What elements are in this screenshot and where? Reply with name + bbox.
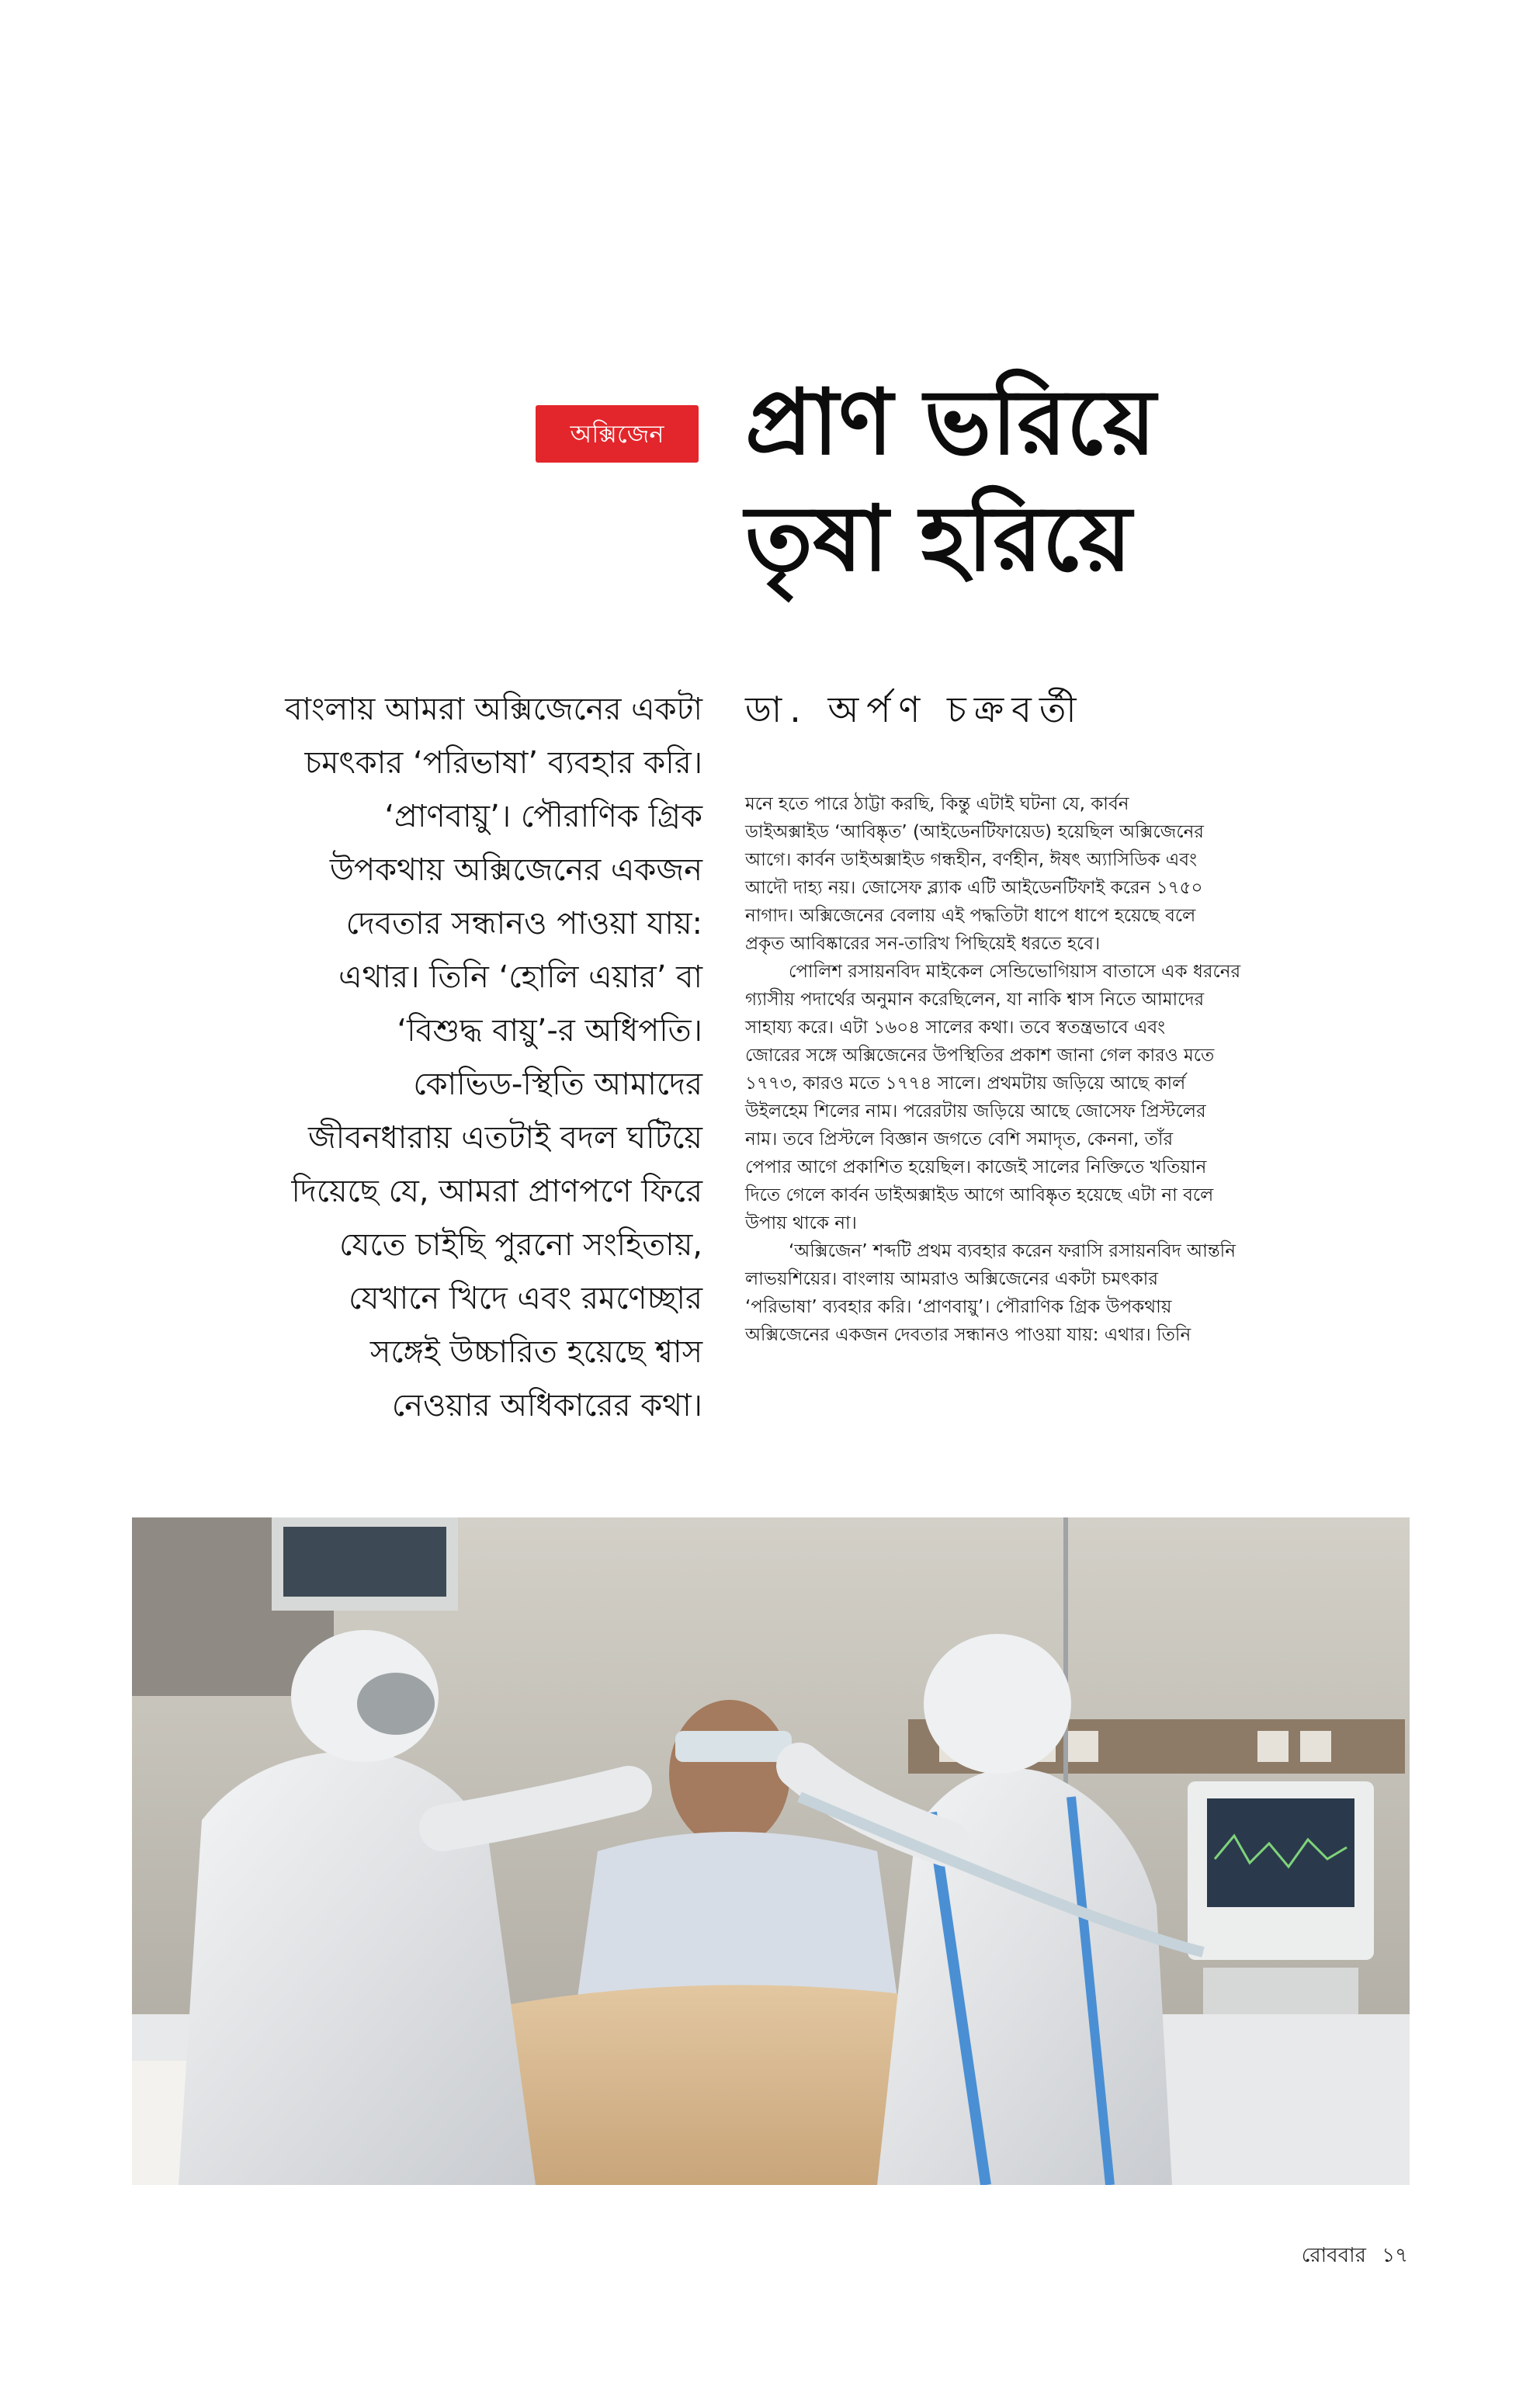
headline — [745, 365, 1444, 598]
body-line: প্রকৃত আবিষ্কারের সন-তারিখ পিছিয়েই ধরতে হবে। — [745, 934, 1101, 954]
body-line: নাম। তবে প্রিস্টলে বিজ্ঞান জগতে বেশি সমাদৃত, কেননা, তাঁর — [745, 1129, 1174, 1150]
pull-quote-line: যেতে চাইছি পুরনো সংহিতায়, — [339, 1227, 702, 1263]
body-line: লাভয়শিয়ের। বাংলায় আমরাও অক্সিজেনের একটা চমৎকার — [745, 1269, 1158, 1289]
headline-line-1: প্রাণ ভরিয়ে — [745, 370, 1157, 475]
section-tag: অক্সিজেন — [536, 405, 699, 463]
body-line: আদৌ দাহ্য নয়। জোসেফ ব্ল্যাক এটি আইডেনটিফাই করেন ১৭৫০ — [745, 878, 1203, 898]
article-body — [745, 790, 1444, 1349]
face-shield-left — [357, 1673, 435, 1735]
body-line: পোলিশ রসায়নবিদ মাইকেল সেন্ডিভোগিয়াস বাতাসে এক ধরনের — [789, 962, 1241, 982]
headline-line-2: তৃষা হরিয়ে — [745, 487, 1132, 591]
body-line: ‘পরিভাষা’ ব্যবহার করি। ‘প্রাণবায়ু’। পৌরাণিক গ্রিক উপকথায় — [745, 1297, 1172, 1317]
body-line: মনে হতে পারে ঠাট্টা করছি, কিন্তু এটাই ঘটনা যে, কার্বন — [745, 794, 1129, 814]
pull-quote-line: উপকথায় অক্সিজেনের একজন — [329, 852, 702, 888]
icu-photo — [132, 1517, 1410, 2185]
body-line: ১৭৭৩, কারও মতে ১৭৭৪ সালে। প্রথমটায় জড়িয়ে আছে কার্ল — [745, 1073, 1186, 1094]
pull-quote-line: নেওয়ার অধিকারের কথা। — [391, 1388, 702, 1424]
pull-quote-line: ‘বিশুদ্ধ বায়ু’-র অধিপতি। — [397, 1013, 702, 1049]
page-folio — [1292, 2239, 1408, 2273]
pull-quote-line: চমৎকার ‘পরিভাষা’ ব্যবহার করি। — [304, 745, 702, 781]
body-line: ‘অক্সিজেন’ শব্দটি প্রথম ব্যবহার করেন ফরাসি রসায়নবিদ আন্তনি — [789, 1241, 1236, 1261]
pull-quote-line: বাংলায় আমরা অক্সিজেনের একটা — [285, 692, 702, 727]
byline: ডা. অর্পণ চক্রবর্তী — [745, 688, 1084, 730]
icu-photo-illustration — [132, 1517, 1410, 2185]
oxygen-mask-goggles — [675, 1731, 792, 1762]
health-worker-right-hood — [924, 1634, 1071, 1774]
body-line: পেপার আগে প্রকাশিত হয়েছিল। কাজেই সালের নিক্তিতে খতিয়ান — [745, 1157, 1207, 1177]
pull-quote-line: দেবতার সন্ধানও পাওয়া যায়: — [345, 906, 702, 942]
pull-quote-line: যেখানে খিদে এবং রমণেচ্ছার — [349, 1281, 702, 1316]
pull-quote-line: সঙ্গেই উচ্চারিত হয়েছে শ্বাস — [369, 1334, 702, 1370]
body-line: নাগাদ। অক্সিজেনের বেলায় এই পদ্ধতিটা ধাপে ধাপে হয়েছে বলে — [745, 906, 1196, 926]
body-line: আগে। কার্বন ডাইঅক্সাইড গন্ধহীন, বর্ণহীন, ঈষৎ অ্যাসিডিক এবং — [745, 850, 1197, 870]
pull-quote-line: ‘প্রাণবায়ু’। পৌরাণিক গ্রিক — [384, 799, 702, 834]
pull-quote-line: কোভিড-স্থিতি আমাদের — [413, 1066, 702, 1102]
body-line: অক্সিজেনের একজন দেবতার সন্ধানও পাওয়া যায়: এথার। তিনি — [745, 1325, 1191, 1345]
folio-label: রোববার — [1301, 2244, 1366, 2267]
body-line: সাহায্য করে। এটা ১৬০৪ সালের কথা। তবে স্বতন্ত্রভাবে এবং — [745, 1018, 1166, 1038]
page-number: ১৭ — [1382, 2244, 1408, 2267]
monitor-screen — [283, 1527, 446, 1597]
body-line: জোরের সঙ্গে অক্সিজেনের উপস্থিতির প্রকাশ জানা গেল কারও মতে — [745, 1046, 1215, 1066]
patient-head — [669, 1700, 790, 1847]
body-line: উপায় থাকে না। — [745, 1213, 857, 1233]
body-line: ডাইঅক্সাইড ‘আবিষ্কৃত’ (আইডেনটিফায়েড) হয়েছিল অক্সিজেনের — [745, 822, 1204, 842]
pull-quote-line: জীবনধারায় এতটাই বদল ঘটিয়ে — [307, 1120, 702, 1156]
pull-quote-line: দিয়েছে যে, আমরা প্রাণপণে ফিরে — [291, 1174, 702, 1209]
body-line: দিতে গেলে কার্বন ডাইঅক্সাইড আগে আবিষ্কৃত হয়েছে এটা না বলে — [745, 1185, 1214, 1205]
body-line: গ্যাসীয় পদার্থের অনুমান করেছিলেন, যা নাকি শ্বাস নিতে আমাদের — [745, 990, 1205, 1010]
pull-quote-line: এথার। তিনি ‘হোলি এয়ার’ বা — [338, 959, 702, 995]
pull-quote — [124, 683, 702, 1433]
body-line: উইলহেম শিলের নাম। পরেরটায় জড়িয়ে আছে জোসেফ প্রিস্টলের — [745, 1101, 1206, 1122]
ventilator-screen — [1207, 1798, 1354, 1907]
